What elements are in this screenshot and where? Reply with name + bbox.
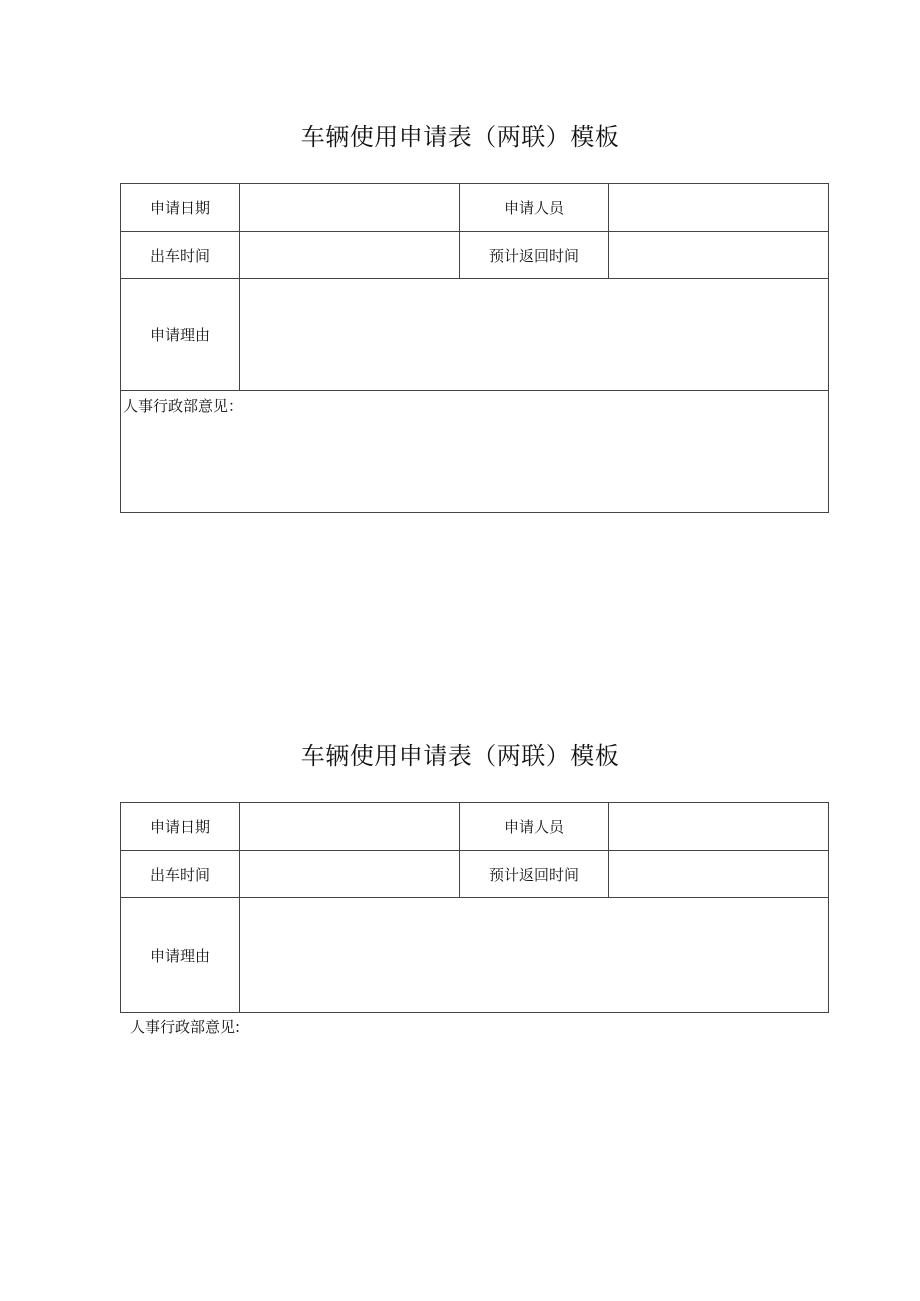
expected-return-label: 预计返回时间 [460,851,609,898]
apply-date-field[interactable] [240,803,460,851]
reason-label: 申请理由 [121,898,240,1013]
expected-return-field[interactable] [609,851,829,898]
reason-field[interactable] [240,898,829,1013]
departure-time-field[interactable] [240,851,460,898]
expected-return-label: 预计返回时间 [460,232,609,279]
applicant-field[interactable] [609,184,829,232]
expected-return-field[interactable] [609,232,829,279]
apply-date-field[interactable] [240,184,460,232]
hr-opinion-label: 人事行政部意见： [123,397,244,415]
form-2-title: 车辆使用申请表（两联）模板 [300,742,620,770]
form-1-row-opinion [121,391,829,513]
form-1-row-date [121,184,829,232]
applicant-label: 申请人员 [460,184,609,232]
form-2-hr-opinion-label: 人事行政部意见: [130,1018,241,1036]
form-2-table [120,802,829,1013]
reason-label: 申请理由 [121,279,240,391]
form-1-title: 车辆使用申请表（两联）模板 [300,123,620,151]
reason-field[interactable] [240,279,829,391]
departure-time-label: 出车时间 [121,232,240,279]
form-1-table [120,183,829,513]
hr-opinion-field[interactable] [121,391,829,513]
departure-time-field[interactable] [240,232,460,279]
departure-time-label: 出车时间 [121,851,240,898]
apply-date-label: 申请日期 [121,803,240,851]
form-1-row-reason [121,279,829,391]
form-2-row-time [121,851,829,898]
applicant-field[interactable] [609,803,829,851]
form-1-row-time [121,232,829,279]
form-2-row-reason [121,898,829,1013]
apply-date-label: 申请日期 [121,184,240,232]
applicant-label: 申请人员 [460,803,609,851]
form-2-row-date [121,803,829,851]
